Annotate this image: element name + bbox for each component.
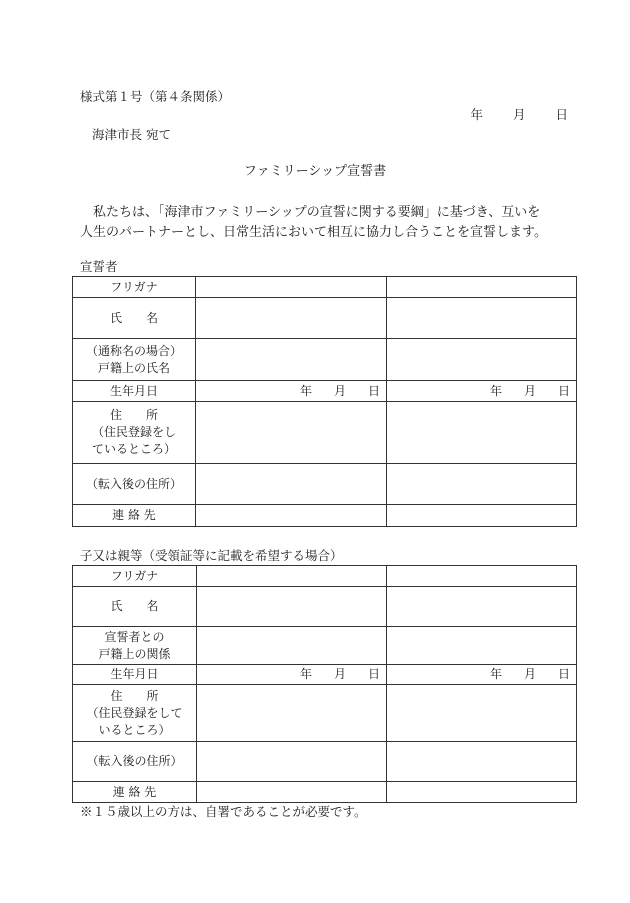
row-label-line: ているところ） <box>91 442 176 456</box>
row-label-contact: 連 絡 先 <box>73 505 196 527</box>
family-a-moved-address-field[interactable] <box>197 742 387 782</box>
row-label-line: （住民登録をし <box>91 425 176 439</box>
declarant-b-address-field[interactable] <box>387 402 577 464</box>
table-row <box>73 339 577 381</box>
row-label-line: 戸籍上の氏名 <box>97 360 170 375</box>
date-month-unit: 月 <box>512 107 526 122</box>
row-label-birthdate: 生年月日 <box>73 381 196 402</box>
table-row <box>73 587 577 627</box>
table-row <box>73 381 577 402</box>
table-row <box>73 782 577 803</box>
family-a-name-field[interactable] <box>197 587 387 627</box>
signature-footnote: ※１５歳以上の方は、自署であることが必要です。 <box>80 804 367 819</box>
family-b-relationship-field[interactable] <box>387 627 577 665</box>
family-b-contact-field[interactable] <box>387 782 577 803</box>
row-label-address <box>73 685 197 742</box>
day-unit: 日 <box>367 383 380 398</box>
declarant-a-furigana-field[interactable] <box>196 277 387 298</box>
row-label-line: 住 所 <box>109 408 158 422</box>
row-label-relationship <box>73 627 197 665</box>
row-label-birthdate: 生年月日 <box>73 665 197 685</box>
section-family-label: 子又は親等（受領証等に記載を希望する場合） <box>80 548 343 563</box>
declaration-line-1: 私たちは、「海津市ファミリーシップの宣誓に関する要綱」に基づき、互いを <box>93 205 541 220</box>
table-row <box>73 298 577 339</box>
family-table <box>72 565 577 803</box>
date-day-unit: 日 <box>555 107 568 122</box>
row-label-line: 戸籍上の関係 <box>98 646 171 661</box>
row-label-line: 宣誓者との <box>104 629 165 644</box>
family-b-name-field[interactable] <box>387 587 577 627</box>
declarant-b-furigana-field[interactable] <box>387 277 577 298</box>
month-unit: 月 <box>523 667 536 681</box>
row-label-contact: 連 絡 先 <box>73 782 197 803</box>
table-row <box>73 742 577 782</box>
day-unit: 日 <box>367 667 380 681</box>
declarant-a-name-field[interactable] <box>196 298 387 339</box>
declarant-a-birthdate-field[interactable] <box>196 381 387 402</box>
family-a-furigana-field[interactable] <box>197 566 387 587</box>
row-label-furigana: フリガナ <box>73 566 197 587</box>
declarant-a-address-field[interactable] <box>196 402 387 464</box>
row-label-line: （通称名の場合） <box>85 343 182 358</box>
table-row <box>73 627 577 665</box>
month-unit: 月 <box>333 383 346 398</box>
year-unit: 年 <box>489 667 502 681</box>
table-row <box>73 505 577 527</box>
row-label-moved-address: （転入後の住所） <box>73 464 196 505</box>
family-b-moved-address-field[interactable] <box>387 742 577 782</box>
family-a-birthdate-field[interactable] <box>197 665 387 685</box>
declarants-table <box>72 276 577 527</box>
date-year-unit: 年 <box>470 107 483 122</box>
row-label-line: （住民登録をして <box>86 705 183 720</box>
submission-date <box>470 107 568 122</box>
declarant-a-registered-name-field[interactable] <box>196 339 387 381</box>
row-label-furigana: フリガナ <box>73 277 196 298</box>
table-row <box>73 402 577 464</box>
declaration-text <box>80 203 580 243</box>
family-b-furigana-field[interactable] <box>387 566 577 587</box>
row-label-line: 住 所 <box>110 688 159 703</box>
day-unit: 日 <box>557 383 570 398</box>
day-unit: 日 <box>557 667 570 681</box>
year-unit: 年 <box>299 383 312 398</box>
declarant-a-moved-address-field[interactable] <box>196 464 387 505</box>
year-unit: 年 <box>489 383 502 398</box>
family-a-contact-field[interactable] <box>197 782 387 803</box>
declarant-a-contact-field[interactable] <box>196 505 387 527</box>
month-unit: 月 <box>523 383 536 398</box>
table-row <box>73 277 577 298</box>
form-number: 様式第１号（第４条関係） <box>80 89 231 104</box>
table-row <box>73 464 577 505</box>
declarant-b-name-field[interactable] <box>387 298 577 339</box>
family-a-relationship-field[interactable] <box>197 627 387 665</box>
section-declarants-label: 宣誓者 <box>80 259 118 274</box>
declarant-b-moved-address-field[interactable] <box>387 464 577 505</box>
row-label-address <box>73 402 196 464</box>
declaration-line-2: 人生のパートナーとし、日常生活において相互に協力し合うことを宣誓します。 <box>80 225 547 240</box>
row-label-moved-address: （転入後の住所） <box>73 742 197 782</box>
declarant-b-contact-field[interactable] <box>387 505 577 527</box>
table-row <box>73 665 577 685</box>
table-row <box>73 685 577 742</box>
table-row <box>73 566 577 587</box>
family-b-address-field[interactable] <box>387 685 577 742</box>
row-label-registered-name <box>73 339 196 381</box>
family-a-address-field[interactable] <box>197 685 387 742</box>
row-label-name: 氏 名 <box>73 298 196 339</box>
declarant-b-birthdate-field[interactable] <box>387 381 577 402</box>
row-label-line: いるところ） <box>98 722 171 737</box>
declarant-b-registered-name-field[interactable] <box>387 339 577 381</box>
year-unit: 年 <box>299 667 312 681</box>
addressee: 海津市長 宛て <box>92 127 171 142</box>
document-title: ファミリーシップ宣誓書 <box>243 164 387 179</box>
month-unit: 月 <box>333 667 346 681</box>
family-b-birthdate-field[interactable] <box>387 665 577 685</box>
row-label-name: 氏 名 <box>73 587 197 627</box>
